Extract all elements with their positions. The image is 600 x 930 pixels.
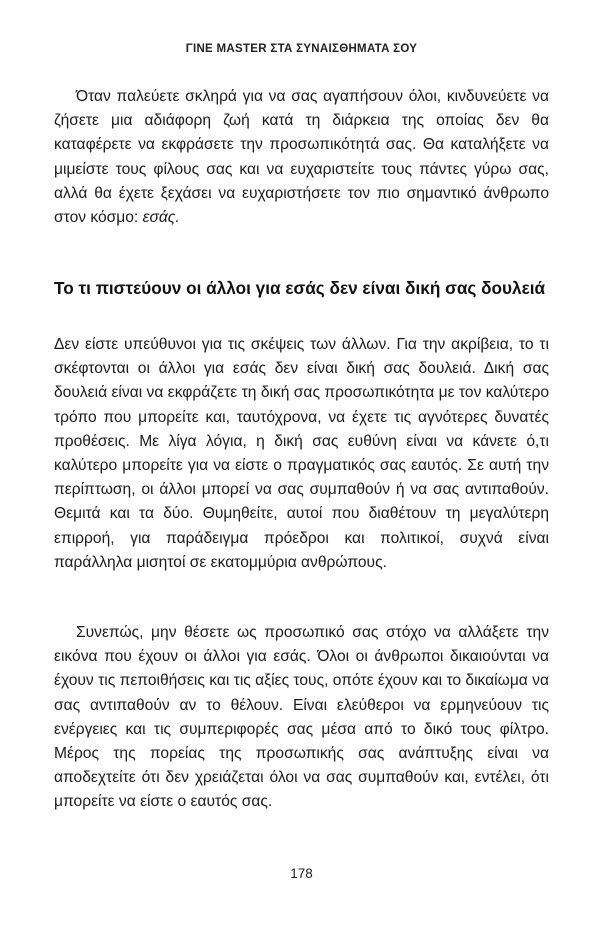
running-header: ΓΙΝΕ MASTER ΣΤΑ ΣΥΝΑΙΣΘΗΜΑΤΑ ΣΟΥ [185, 43, 418, 55]
section-heading: Το τι πιστεύουν οι άλλοι για εσάς δεν είναι δική σας δουλειά [54, 278, 546, 298]
section-paragraph-2: Συνεπώς, μην θέσετε ως προσωπικό σας στόχο να αλλάξετε την εικόνα που έχουν οι άλλοι για εσάς. Όλοι οι άνθρωποι δικαιούνται να έχουν τις πεποιθήσεις και τις αξίες τους, οπότε έχουν και το δικαίωμα να σας αντιπαθούν αν το θέλουν. Είναι ελεύθεροι να ερμηνεύουν τις ενέργειες και τις συμπεριφορές σας μέσα από το δικό τους φίλτρο. Μέρος της πορείας της προσωπικής σας ανάπτυξης είναι να αποδεχτείτε ότι δεν χρειάζεται όλοι να σας συμπαθούν και, εντέλει, ότι μπορείτε να είστε ο εαυτός σας. [54, 624, 549, 811]
book-page [54, 0, 549, 930]
intro-emphasis: εσάς. [142, 209, 180, 227]
page-number: 178 [290, 866, 313, 881]
intro-paragraph [54, 85, 549, 230]
intro-paragraph-text: Όταν παλεύετε σκληρά για να σας αγαπήσουν όλοι, κινδυνεύετε να ζήσετε μια αδιάφορη ζωή κατά τη διάρκεια της οποίας δεν θα καταφέρετε να εκφράσετε την προσωπικότητά σας. Θα καταλήξετε να μιμείστε τους φίλους σας και να ευχαριστείτε τους πάντες γύρω σας, αλλά θα έχετε ξεχάσει να ευχαριστήσετε τον πιο σημαντικό άνθρωπο στον κόσμο: [54, 88, 549, 227]
section-paragraph-1: Δεν είστε υπεύθυνοι για τις σκέψεις των άλλων. Για την ακρίβεια, το τι σκέφτονται οι άλλοι για εσάς δεν είναι δική σας δουλειά. Δική σας δουλειά είναι να εκφράζετε τη δική σας προσωπικότητα με τον καλύτερο τρόπο που μπορείτε και, ταυτόχρονα, να έχετε τις αγνότερες δυνατές προθέσεις. Με λίγα λόγια, η δική σας ευθύνη είναι να κάνετε ό,τι καλύτερο μπορείτε για να είστε ο πραγματικός σας εαυτός. Σε αυτή την περίπτωση, οι άλλοι μπορεί να σας συμπαθούν ή να σας αντιπαθούν. Θεμιτά και τα δύο. Θυμηθείτε, αυτοί που διαθέτουν τη μεγαλύτερη επιρροή, για παράδειγμα πρόεδροι και πολιτικοί, συχνά είναι παράλληλα μισητοί σε εκατομμύρια ανθρώπους. [54, 336, 549, 571]
